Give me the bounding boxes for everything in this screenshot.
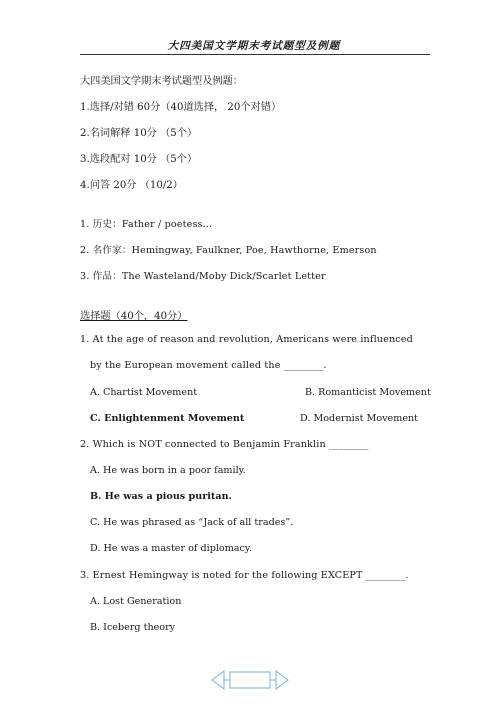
- question-1-option-b: B. Romanticist Movement: [305, 387, 431, 398]
- footer-ornament-icon: [210, 666, 290, 694]
- question-2-option-d: D. He was a master of diplomacy.: [90, 543, 253, 554]
- intro-heading: 大四美国文学期末考试题型及例题：: [80, 76, 243, 87]
- question-1-stem-line-1: 1. At the age of reason and revolution, Americans were influenced: [80, 334, 413, 345]
- question-type-4: 4.问答 20分 （10/2）: [80, 180, 183, 191]
- section-title: 选择题（40个，40分）: [80, 311, 188, 322]
- question-type-3: 3.选段配对 10分 （5个）: [80, 154, 198, 165]
- question-3-option-a: A. Lost Generation: [90, 596, 182, 607]
- question-3-option-b: B. Iceberg theory: [90, 622, 176, 633]
- question-1-option-a: A. Chartist Movement: [90, 387, 198, 398]
- topic-works: 3. 作品：The Wasteland/Moby Dick/Scarlet Letter: [80, 271, 326, 282]
- topic-authors: 2. 名作家：Hemingway, Faulkner, Poe, Hawthorne, Emerson: [80, 245, 377, 256]
- header-rule: [80, 54, 430, 55]
- question-type-2: 2.名词解释 10分 （5个）: [80, 128, 198, 139]
- question-2-option-b: B. He was a pious puritan.: [90, 491, 232, 502]
- question-2-option-a: A. He was born in a poor family.: [90, 465, 246, 476]
- question-1-option-d: D. Modernist Movement: [300, 413, 419, 424]
- question-3-stem: 3. Ernest Hemingway is noted for the following EXCEPT ________.: [80, 570, 409, 581]
- question-type-1: 1.选择/对错 60分（40道选择， 20个对错）: [80, 102, 282, 113]
- question-2-option-c: C. He was phrased as “Jack of all trades”.: [90, 517, 294, 528]
- question-2-stem: 2. Which is NOT connected to Benjamin Franklin ________: [80, 439, 369, 450]
- topic-history: 1. 历史：Father / poetess…: [80, 219, 213, 230]
- question-1-option-c: C. Enlightenment Movement: [90, 413, 245, 424]
- question-1-stem-line-2: by the European movement called the ________.: [90, 360, 327, 371]
- page-header-title: 大四美国文学期末考试题型及例题: [167, 40, 341, 52]
